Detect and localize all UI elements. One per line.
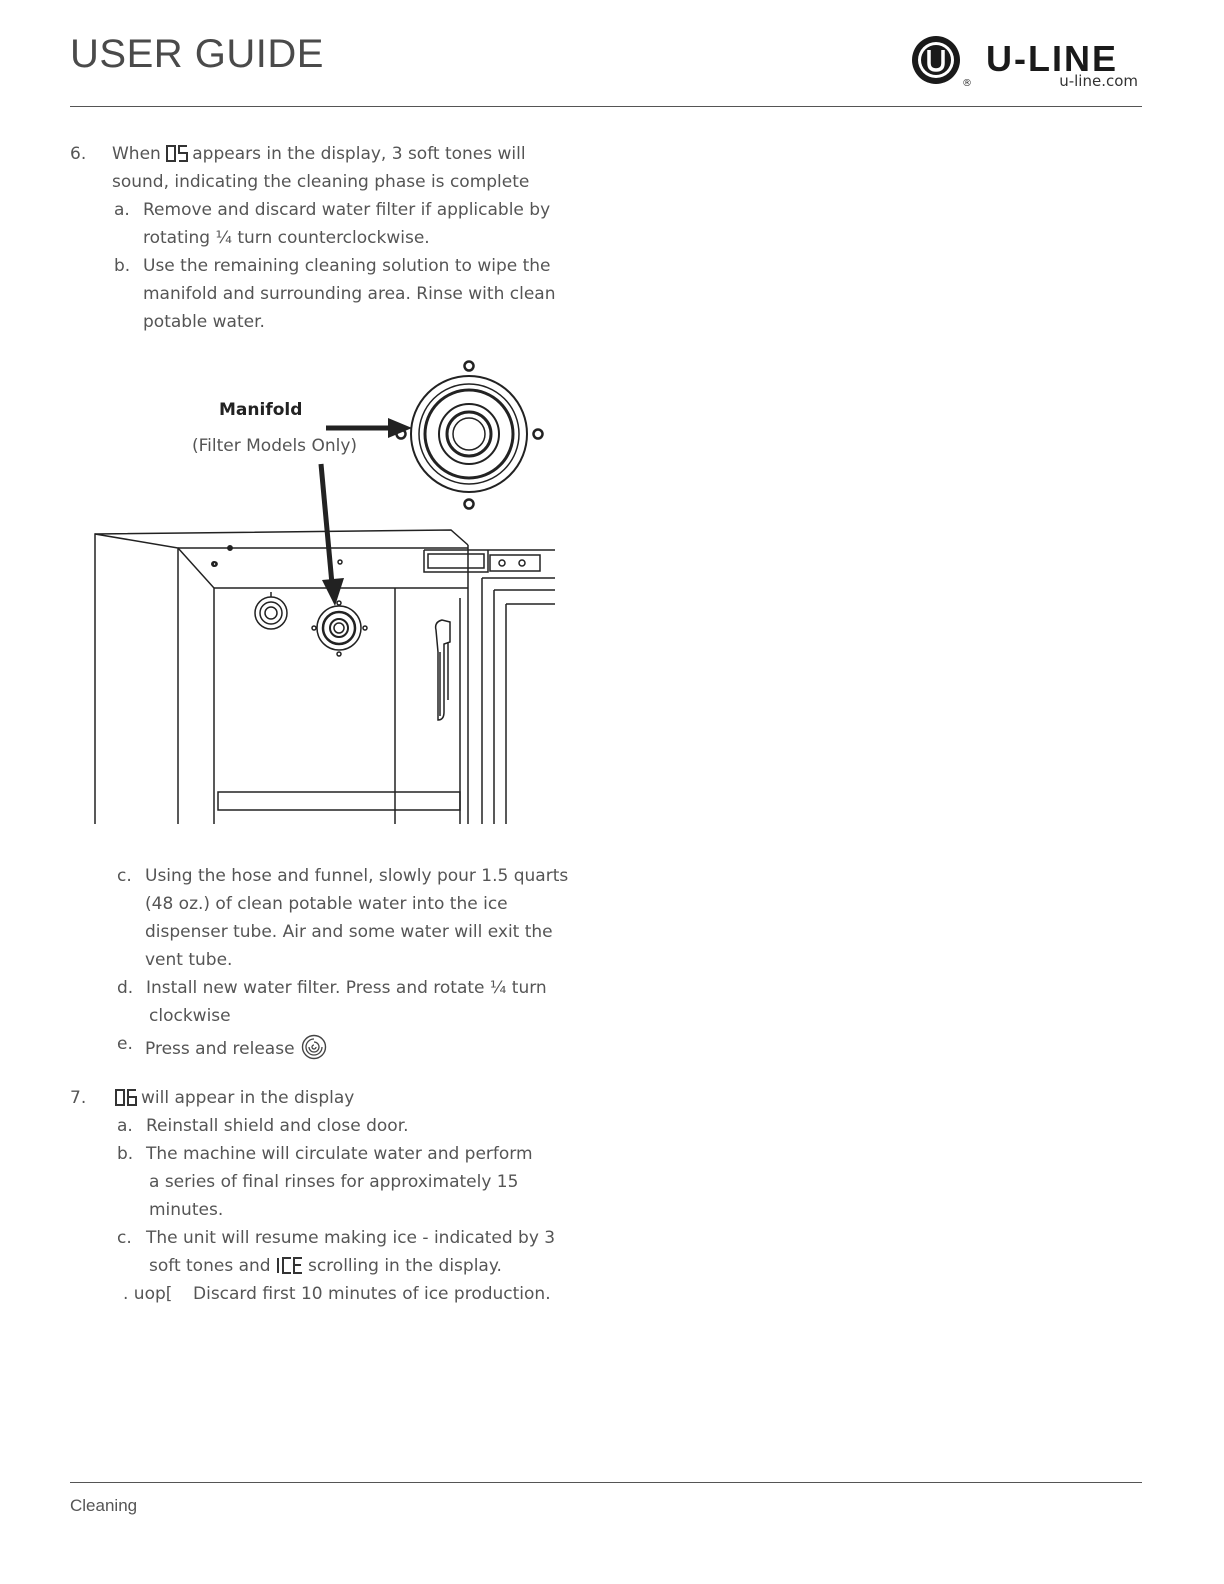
step-7b-line-3: minutes.: [149, 1200, 224, 1220]
step-6c-line-3: dispenser tube. Air and some water will exit the: [145, 922, 553, 942]
footer-section: Cleaning: [70, 1496, 138, 1515]
step-7b-line-1: The machine will circulate water and perform: [146, 1144, 533, 1164]
step-6e-text: Press and release: [145, 1039, 295, 1059]
step-6d-line-2: clockwise: [149, 1006, 231, 1026]
step-6b-line-1: Use the remaining cleaning solution to wipe the: [143, 256, 551, 276]
step-7a-line-1: Reinstall shield and close door.: [146, 1116, 409, 1136]
footer-divider: [70, 1482, 1142, 1483]
step-7d-line-1: Discard first 10 minutes of ice production.: [193, 1284, 551, 1304]
step-7c-line-1: The unit will resume making ice - indicated by 3: [146, 1228, 556, 1248]
step-6d-line-1: Install new water filter. Press and rotate ¼ turn: [146, 978, 547, 998]
step-7-line-1: [115, 1088, 354, 1108]
step-7b-line-2: a series of final rinses for approximately 15: [149, 1172, 519, 1192]
step-6c-label: c.: [117, 866, 132, 886]
step-6a-line-2: rotating ¼ turn counterclockwise.: [143, 228, 430, 248]
step-7d-label: . uop[: [123, 1284, 173, 1304]
clean-cycle-icon: [301, 1034, 327, 1065]
step-7a-label: a.: [117, 1116, 133, 1136]
step-6-number: 6.: [70, 144, 87, 164]
step-6-line-2: sound, indicating the cleaning phase is complete: [112, 172, 530, 192]
step-6d-label: d.: [117, 978, 134, 998]
step-7c-line-2-pre: soft tones and: [149, 1256, 271, 1276]
manifold-diagram: [90, 352, 560, 832]
step-7c-line-2-post: scrolling in the display.: [307, 1256, 502, 1276]
brand-wordmark: U-LINE: [986, 38, 1118, 79]
step-6-line-1-text: appears in the display, 3 soft tones will: [192, 144, 526, 164]
lcd-code-05: [166, 145, 188, 162]
step-6a-label: a.: [114, 200, 130, 220]
step-6b-line-2: manifold and surrounding area. Rinse with clean: [143, 284, 556, 304]
step-7-line-1-text: will appear in the display: [141, 1088, 355, 1108]
brand-url: u-line.com: [1059, 72, 1138, 90]
step-6e-label: e.: [117, 1034, 133, 1054]
manifold-callout: Manifold: [219, 400, 303, 420]
step-7c-label: c.: [117, 1228, 132, 1248]
step-6c-line-2: (48 oz.) of clean potable water into the ice: [145, 894, 508, 914]
step-6b-label: b.: [114, 256, 131, 276]
u-line-logo-icon: [910, 32, 970, 92]
step-6e-line-1: [145, 1034, 327, 1065]
header-divider: [70, 106, 1142, 107]
step-7b-label: b.: [117, 1144, 134, 1164]
brand-logo: [910, 32, 1142, 92]
svg-text:®: ®: [962, 78, 972, 89]
step-7c-line-2: [149, 1256, 502, 1276]
step-7-number: 7.: [70, 1088, 87, 1108]
manifold-callout-note: (Filter Models Only): [192, 436, 358, 456]
lcd-code-06: [115, 1089, 137, 1106]
step-6-line-1: When appears in the display, 3 soft tones will: [112, 144, 526, 164]
step-6a-line-1: Remove and discard water filter if applicable by: [143, 200, 551, 220]
step-6c-line-1: Using the hose and funnel, slowly pour 1.5 quarts: [145, 866, 569, 886]
step-6b-line-3: potable water.: [143, 312, 265, 332]
page-title: USER GUIDE: [70, 32, 324, 76]
lcd-code-ice: [276, 1257, 304, 1274]
step-6c-line-4: vent tube.: [145, 950, 233, 970]
